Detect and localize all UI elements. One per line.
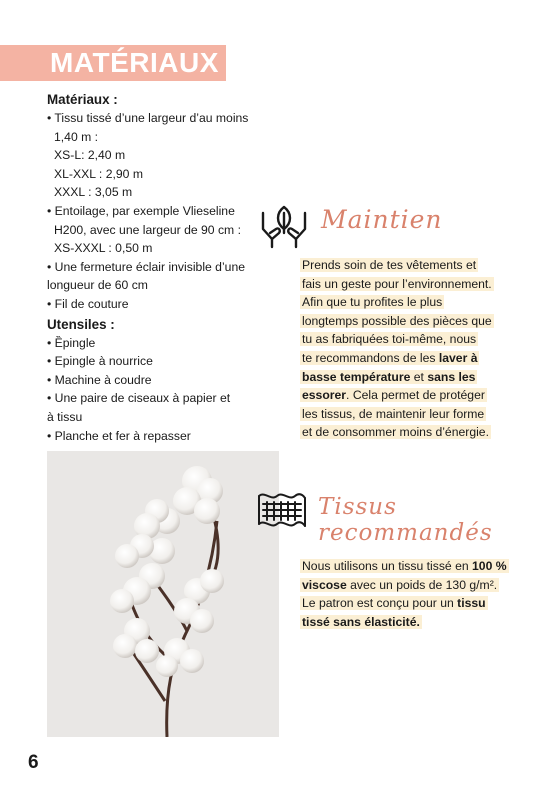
cotton-branch-photo <box>47 451 279 737</box>
page-number: 6 <box>28 752 39 773</box>
text-line: te recommandons de les laver à <box>302 350 478 365</box>
list-item: XS-XXXL : 0,50 m <box>54 241 153 256</box>
care-text <box>300 256 494 442</box>
fabrics-text <box>300 557 509 631</box>
list-item: XXXL : 3,05 m <box>54 185 133 200</box>
list-item: à tissu <box>47 409 83 424</box>
list-item: longueur de 60 cm <box>47 278 148 293</box>
list-item: • Une fermeture éclair invisible d’une <box>47 259 246 274</box>
text-line: essorer. Cela permet de protéger <box>302 388 485 403</box>
text-line: Afin que tu profites le plus <box>302 295 443 310</box>
utensils-list <box>47 334 277 446</box>
list-item: • Fil de couture <box>47 296 129 311</box>
materials-list <box>47 109 277 314</box>
utensils-heading: Utensiles : <box>47 316 115 332</box>
text-line: fais un geste pour l’environnement. <box>302 276 492 291</box>
page-title: MATÉRIAUX <box>50 47 219 78</box>
list-item: • Une paire de ciseaux à papier et <box>47 391 231 406</box>
list-item: XL-XXL : 2,90 m <box>54 166 143 181</box>
hands-leaf-icon <box>259 203 309 249</box>
list-item: H200, avec une largeur de 90 cm : <box>54 222 241 237</box>
fabrics-title: Tissus recommandés <box>318 494 493 546</box>
text-line: longtemps possible des pièces que <box>302 313 492 328</box>
text-line: les tissus, de maintenir leur forme <box>302 406 485 421</box>
text-line: basse température et sans les <box>302 369 476 384</box>
text-line: viscose avec un poids de 130 g/m². <box>302 577 498 592</box>
list-item: • Machine à coudre <box>47 372 152 387</box>
materials-column <box>47 90 277 445</box>
materials-heading: Matériaux : <box>47 92 118 107</box>
text-line: Nous utilisons un tissu tissé en 100 % <box>302 559 507 573</box>
text-line: tissé sans élasticité. <box>302 614 420 629</box>
care-title: Maintien <box>321 205 443 234</box>
list-item: • Entoilage, par exemple Vlieseline <box>47 203 235 218</box>
list-item: • Epingle à nourrice <box>47 354 153 369</box>
text-line: et de consommer moins d’énergie. <box>302 425 489 440</box>
list-item: • Planche et fer à repasser <box>47 428 191 443</box>
list-item: • Ȅpingle <box>47 335 96 350</box>
list-item: 1,40 m : <box>54 129 99 144</box>
text-line: Le patron est conçu pour un tissu <box>302 596 486 611</box>
text-line: tu as fabriquées toi-même, nous <box>302 332 477 347</box>
text-line: Prends soin de tes vêtements et <box>302 258 477 272</box>
fabric-weave-icon <box>255 488 309 532</box>
list-item: • Tissu tissé d’une largeur d’au moins <box>47 111 249 125</box>
list-item: XS-L: 2,40 m <box>54 148 126 163</box>
